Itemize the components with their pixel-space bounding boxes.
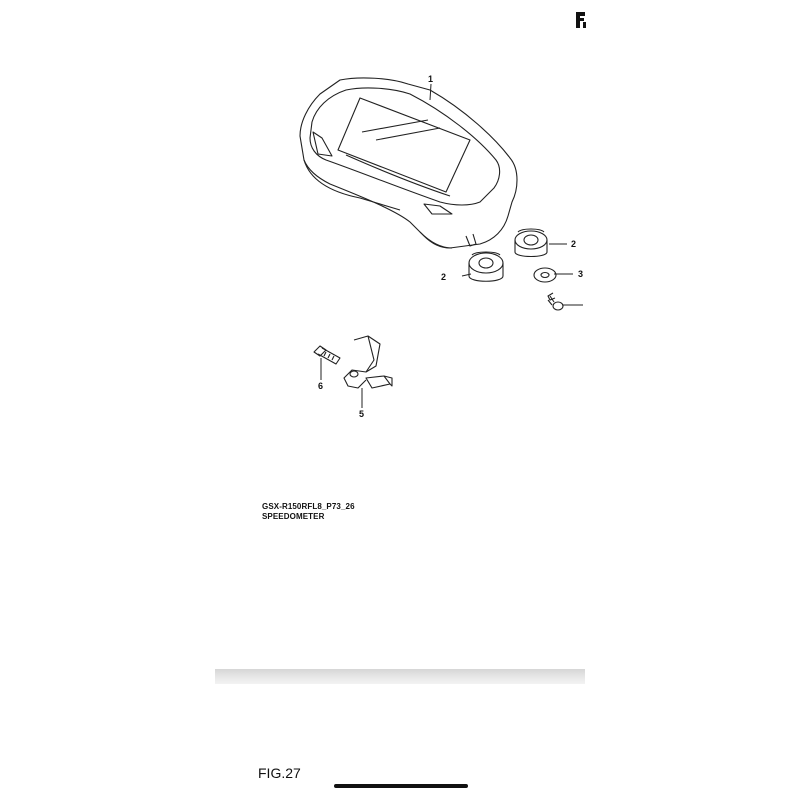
divider xyxy=(215,669,585,684)
speedometer-assembly[interactable] xyxy=(300,78,517,248)
figure-label: FIG.27 xyxy=(258,765,301,781)
callout-part-2-lower: 2 xyxy=(441,272,447,282)
bolt[interactable] xyxy=(314,346,340,364)
callout-part-2-upper: 2 xyxy=(571,239,577,249)
home-indicator[interactable] xyxy=(334,784,468,788)
screw[interactable] xyxy=(548,293,563,310)
callout-part-3: 3 xyxy=(578,269,584,279)
washer[interactable] xyxy=(534,268,556,282)
section-title: SPEEDOMETER xyxy=(262,512,325,521)
callout-part-5: 5 xyxy=(359,409,365,419)
callout-part-6: 6 xyxy=(318,381,324,391)
grommet-lower[interactable] xyxy=(469,252,503,281)
grommet-upper[interactable] xyxy=(515,229,547,257)
speed-sensor[interactable] xyxy=(344,336,392,388)
model-code: GSX-R150RFL8_P73_26 xyxy=(262,502,355,511)
callout-part-1: 1 xyxy=(428,74,434,84)
